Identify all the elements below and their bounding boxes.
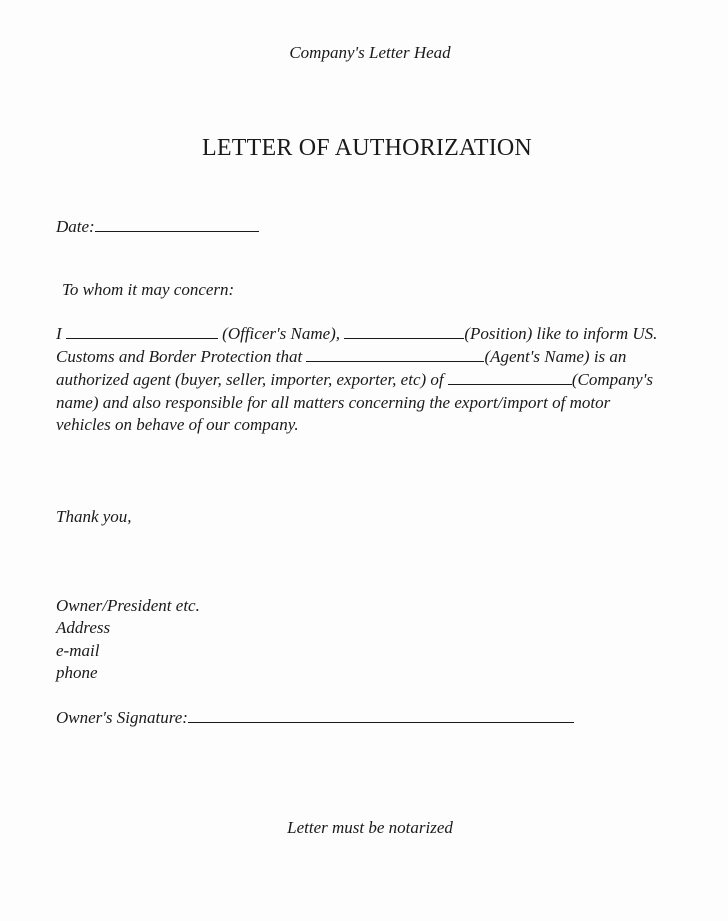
body-line-5: vehicles on behave of our company. <box>56 415 299 434</box>
signature-line <box>56 707 574 729</box>
date-label: Date: <box>56 217 95 236</box>
letterhead: Company's Letter Head <box>289 43 451 62</box>
signature-label: Owner's Signature: <box>56 708 188 727</box>
body-line-1 <box>56 323 657 345</box>
body-line-4: name) and also responsible for all matters concerning the export/import of motor <box>56 393 611 412</box>
closing: Thank you, <box>56 507 132 526</box>
officer-name-label: (Officer's Name), <box>222 324 341 343</box>
notarized-note: Letter must be notarized <box>287 818 453 837</box>
email-line: e-mail <box>56 641 100 660</box>
body-line-2 <box>56 346 626 368</box>
body-line-3 <box>56 369 653 391</box>
date-blank <box>95 217 259 232</box>
body-line-1-start: I <box>56 324 62 343</box>
address-line: Address <box>56 618 111 637</box>
agent-name-blank <box>306 347 484 362</box>
salutation: To whom it may concern: <box>62 280 235 299</box>
date-line <box>56 216 259 238</box>
letter-title: LETTER OF AUTHORIZATION <box>202 135 532 161</box>
signature-blank <box>188 708 574 723</box>
officer-name-blank <box>66 324 218 339</box>
company-name-label: (Company's <box>571 370 653 389</box>
position-blank <box>344 324 464 339</box>
owner-title: Owner/President etc. <box>56 596 200 615</box>
body-line-2-start: Customs and Border Protection that <box>56 347 303 366</box>
position-label: (Position) like to inform US. <box>464 324 658 343</box>
phone-line: phone <box>56 663 98 682</box>
body-line-3-start: authorized agent (buyer, seller, importer, exporter, etc) of <box>56 370 444 389</box>
company-name-blank <box>448 370 572 385</box>
agent-name-label: (Agent's Name) is an <box>484 347 627 366</box>
